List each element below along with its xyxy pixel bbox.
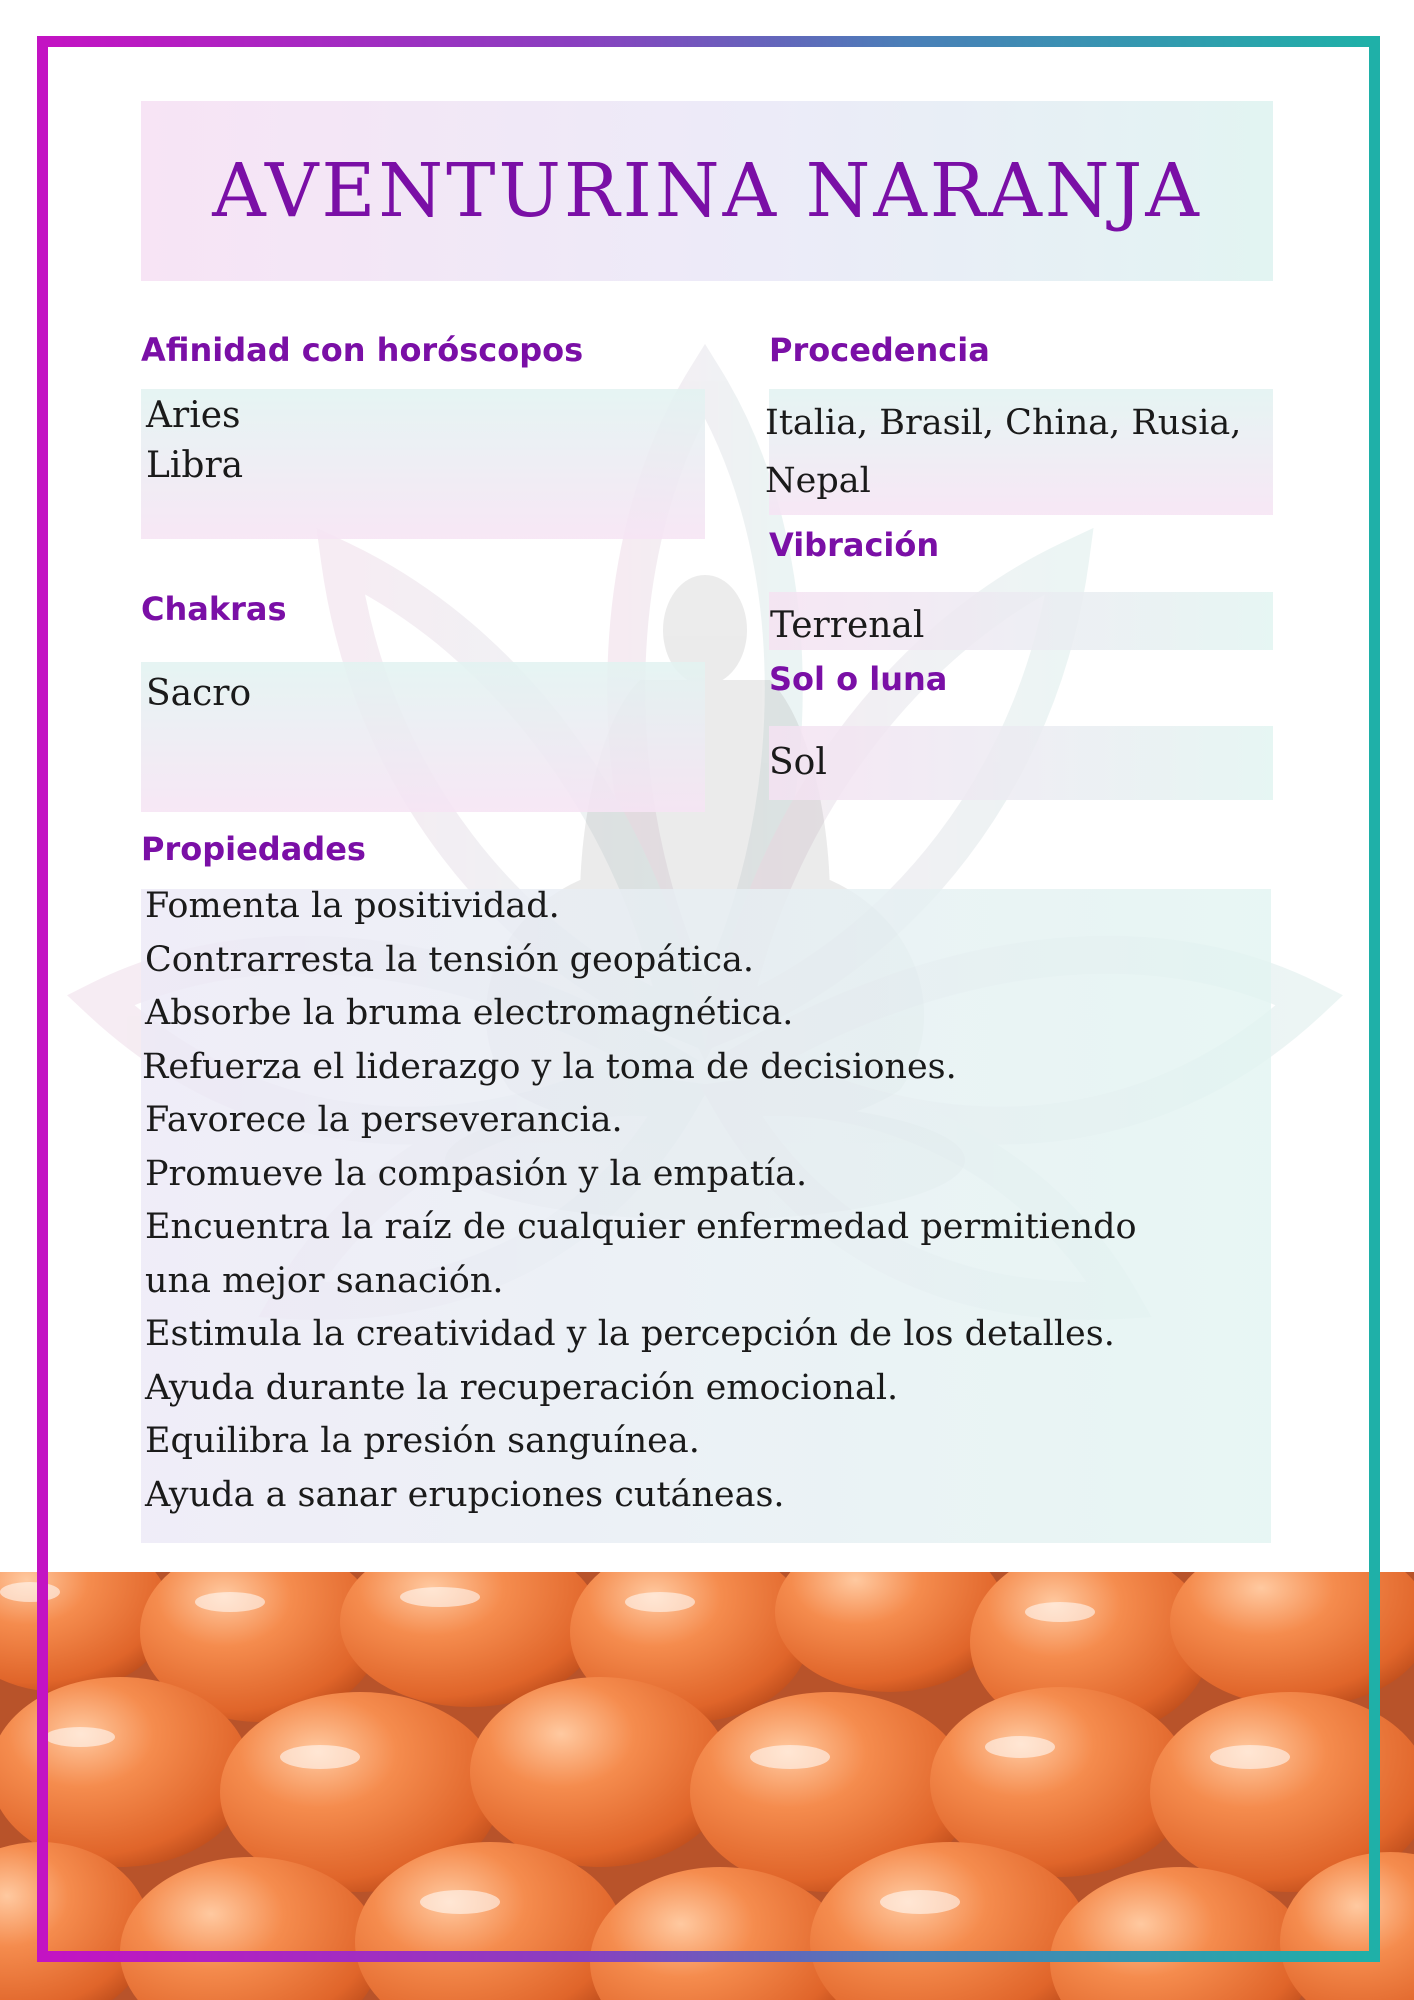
procedencia-label: Procedencia bbox=[769, 331, 990, 369]
sol-luna-box bbox=[769, 726, 1273, 800]
horoscopos-value-1: Aries bbox=[146, 395, 241, 436]
chakras-value: Sacro bbox=[146, 673, 252, 714]
chakras-label: Chakras bbox=[141, 590, 287, 628]
page-title: AVENTURINA NARANJA bbox=[212, 148, 1202, 234]
propiedad-item: Ayuda a sanar erupciones cutáneas. bbox=[145, 1474, 785, 1515]
propiedad-item: una mejor sanación. bbox=[145, 1260, 504, 1301]
propiedades-label: Propiedades bbox=[141, 830, 366, 868]
propiedades-list bbox=[142, 880, 1137, 1522]
propiedad-item: Contrarresta la tensión geopática. bbox=[145, 939, 754, 980]
horoscopos-label: Afinidad con horóscopos bbox=[141, 331, 584, 369]
propiedad-item: Fomenta la positividad. bbox=[145, 886, 560, 926]
vibracion-value: Terrenal bbox=[770, 605, 925, 646]
propiedad-item: Ayuda durante la recuperación emocional. bbox=[145, 1367, 899, 1408]
propiedad-item: Estimula la creatividad y la percepción de los detalles. bbox=[145, 1314, 1115, 1354]
orange-aventurine-stones-icon bbox=[0, 1572, 1414, 2000]
procedencia-line-1: Italia, Brasil, China, Rusia, bbox=[765, 403, 1242, 443]
sol-luna-value: Sol bbox=[769, 742, 827, 783]
stones-photo bbox=[0, 1572, 1414, 2000]
propiedad-item: Absorbe la bruma electromagnética. bbox=[145, 993, 794, 1033]
sol-luna-label: Sol o luna bbox=[769, 660, 948, 698]
propiedad-item: Encuentra la raíz de cualquier enfermedad permitiendo bbox=[145, 1207, 1137, 1247]
vibracion-label: Vibración bbox=[769, 526, 940, 564]
propiedad-item: Favorece la perseverancia. bbox=[145, 1100, 623, 1140]
propiedad-item: Refuerza el liderazgo y la toma de decisiones. bbox=[142, 1046, 957, 1087]
title-banner bbox=[141, 101, 1273, 281]
horoscopos-value-2: Libra bbox=[146, 445, 244, 486]
propiedad-item: Promueve la compasión y la empatía. bbox=[145, 1153, 808, 1194]
procedencia-line-2: Nepal bbox=[765, 461, 871, 501]
propiedad-item: Equilibra la presión sanguínea. bbox=[145, 1421, 700, 1461]
